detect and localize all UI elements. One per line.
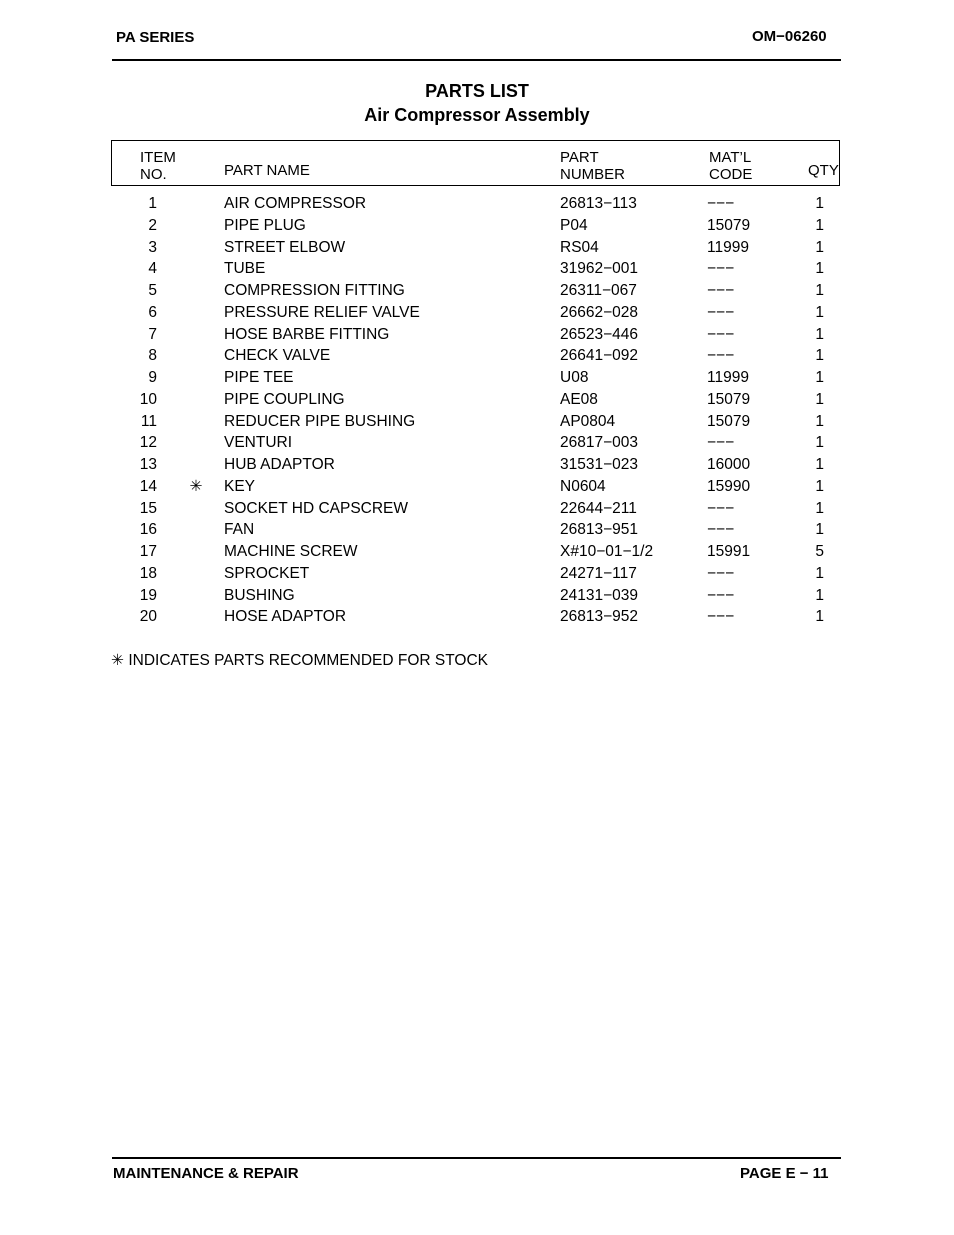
material-code: −−− [707, 260, 735, 278]
col-part-name: PART NAME [224, 162, 310, 179]
item-number: 10 [139, 390, 157, 408]
quantity: 1 [815, 238, 824, 256]
part-name: FAN [224, 521, 255, 539]
table-row [0, 324, 954, 346]
quantity: 5 [815, 543, 824, 560]
item-number: 19 [139, 586, 157, 604]
material-code: −−− [707, 608, 735, 626]
part-name: HUB ADAPTOR [224, 456, 335, 473]
quantity: 1 [815, 564, 824, 582]
col-part-number-line1: PART [560, 149, 599, 166]
footer-page-number: PAGE E − 11 [740, 1165, 829, 1182]
part-number: 26813−951 [560, 521, 639, 539]
table-row [0, 519, 954, 541]
material-code: −−− [707, 564, 735, 582]
material-code: −−− [707, 325, 735, 343]
material-code: 15079 [707, 412, 751, 430]
item-number: 20 [139, 608, 157, 626]
part-name: STREET ELBOW [224, 238, 346, 256]
part-number: 26813−113 [560, 195, 637, 212]
part-name: HOSE ADAPTOR [224, 608, 347, 626]
part-name: PRESSURE RELIEF VALVE [224, 303, 420, 321]
part-name: COMPRESSION FITTING [224, 282, 405, 299]
table-row [0, 411, 954, 433]
material-code: −−− [707, 434, 735, 452]
part-number: 24131−039 [560, 586, 639, 604]
table-row [0, 606, 954, 628]
table-row [0, 563, 954, 585]
footer-section: MAINTENANCE & REPAIR [113, 1165, 299, 1182]
part-number: U08 [560, 369, 589, 386]
part-number: AE08 [560, 390, 598, 408]
quantity: 1 [815, 195, 824, 212]
item-number: 9 [148, 369, 157, 386]
part-number: 22644−211 [560, 499, 637, 517]
table-row [0, 476, 954, 498]
part-name: HOSE BARBE FITTING [224, 325, 390, 343]
table-row [0, 432, 954, 454]
part-number: 26641−092 [560, 347, 639, 365]
stock-marker-icon: ✳ [189, 477, 203, 495]
col-matl-line1: MAT’L [709, 149, 752, 166]
part-name: AIR COMPRESSOR [224, 195, 367, 212]
item-number: 15 [139, 499, 157, 517]
quantity: 1 [815, 499, 824, 517]
material-code: −−− [707, 499, 735, 517]
table-row [0, 345, 954, 367]
item-number: 6 [148, 303, 157, 321]
part-number: 26311−067 [560, 282, 637, 299]
table-row [0, 193, 954, 215]
table-row [0, 498, 954, 520]
item-number: 5 [148, 282, 157, 299]
material-code: 15991 [707, 543, 751, 560]
material-code: 16000 [707, 456, 751, 473]
item-number: 3 [148, 238, 157, 256]
material-code: −−− [707, 347, 735, 365]
part-number: 26662−028 [560, 303, 639, 321]
table-row [0, 389, 954, 411]
quantity: 1 [815, 282, 824, 299]
item-number: 16 [139, 521, 157, 539]
part-name: PIPE PLUG [224, 216, 306, 234]
part-name: PIPE TEE [224, 369, 294, 386]
item-number: 17 [139, 543, 157, 560]
quantity: 1 [815, 325, 824, 343]
quantity: 1 [815, 434, 824, 452]
material-code: −−− [707, 195, 735, 212]
part-number: RS04 [560, 238, 599, 256]
part-number: P04 [560, 216, 588, 234]
material-code: −−− [707, 586, 735, 604]
part-number: 26817−003 [560, 434, 639, 452]
stock-note-text: INDICATES PARTS RECOMMENDED FOR STOCK [128, 652, 489, 669]
part-number: N0604 [560, 477, 606, 495]
item-number: 14 [139, 477, 157, 495]
table-row [0, 258, 954, 280]
parts-table-body [0, 193, 954, 628]
col-part-number-line2: NUMBER [560, 166, 626, 183]
part-name: KEY [224, 477, 256, 495]
item-number: 1 [148, 195, 157, 212]
part-name: CHECK VALVE [224, 347, 331, 365]
material-code: 15079 [707, 216, 751, 234]
footer-rule [112, 1157, 841, 1159]
part-number: 31531−023 [560, 456, 639, 473]
part-name: BUSHING [224, 586, 295, 604]
table-row [0, 585, 954, 607]
table-row [0, 541, 954, 563]
table-row [0, 367, 954, 389]
part-name: SPROCKET [224, 564, 310, 582]
table-row [0, 215, 954, 237]
material-code: 15079 [707, 390, 751, 408]
page-subtitle: Air Compressor Assembly [364, 105, 590, 125]
part-number: 26523−446 [560, 325, 639, 343]
item-number: 13 [139, 456, 157, 473]
item-number: 8 [148, 347, 157, 365]
material-code: −−− [707, 282, 735, 299]
table-row [0, 280, 954, 302]
header-doc-number: OM−06260 [752, 28, 827, 45]
header-rule [112, 59, 841, 61]
part-name: MACHINE SCREW [224, 543, 358, 560]
item-number: 4 [148, 260, 157, 278]
quantity: 1 [815, 586, 824, 604]
quantity: 1 [815, 412, 824, 430]
col-matl-line2: CODE [709, 166, 753, 183]
item-number: 11 [140, 412, 157, 430]
table-row [0, 237, 954, 259]
part-number: 26813−952 [560, 608, 639, 626]
part-name: VENTURI [224, 434, 293, 452]
material-code: 11999 [707, 238, 749, 256]
quantity: 1 [815, 477, 824, 495]
item-number: 18 [139, 564, 157, 582]
table-row [0, 454, 954, 476]
quantity: 1 [815, 303, 824, 321]
part-name: SOCKET HD CAPSCREW [224, 499, 409, 517]
stock-note [111, 651, 488, 670]
page-title: PARTS LIST [425, 81, 529, 101]
quantity: 1 [815, 390, 824, 408]
material-code: −−− [707, 303, 735, 321]
material-code: 11999 [707, 369, 749, 386]
material-code: −−− [707, 521, 735, 539]
header-series: PA SERIES [116, 29, 195, 46]
quantity: 1 [815, 216, 824, 234]
part-number: 24271−117 [560, 564, 637, 582]
part-name: TUBE [224, 260, 266, 278]
part-number: 31962−001 [560, 260, 639, 278]
quantity: 1 [815, 608, 824, 626]
col-qty: QTY [808, 162, 839, 179]
stock-star-icon: ✳ [111, 652, 124, 669]
part-name: REDUCER PIPE BUSHING [224, 412, 416, 430]
item-number: 7 [148, 325, 157, 343]
col-item-line2: NO. [140, 166, 167, 183]
quantity: 1 [815, 260, 824, 278]
table-row [0, 302, 954, 324]
material-code: 15990 [707, 477, 751, 495]
quantity: 1 [815, 369, 824, 386]
quantity: 1 [815, 521, 824, 539]
quantity: 1 [815, 456, 824, 473]
item-number: 12 [139, 434, 157, 452]
part-number: X#10−01−1/2 [560, 543, 654, 560]
item-number: 2 [148, 216, 157, 234]
quantity: 1 [815, 347, 824, 365]
part-name: PIPE COUPLING [224, 390, 345, 408]
part-number: AP0804 [560, 412, 616, 430]
col-item-line1: ITEM [140, 149, 176, 166]
